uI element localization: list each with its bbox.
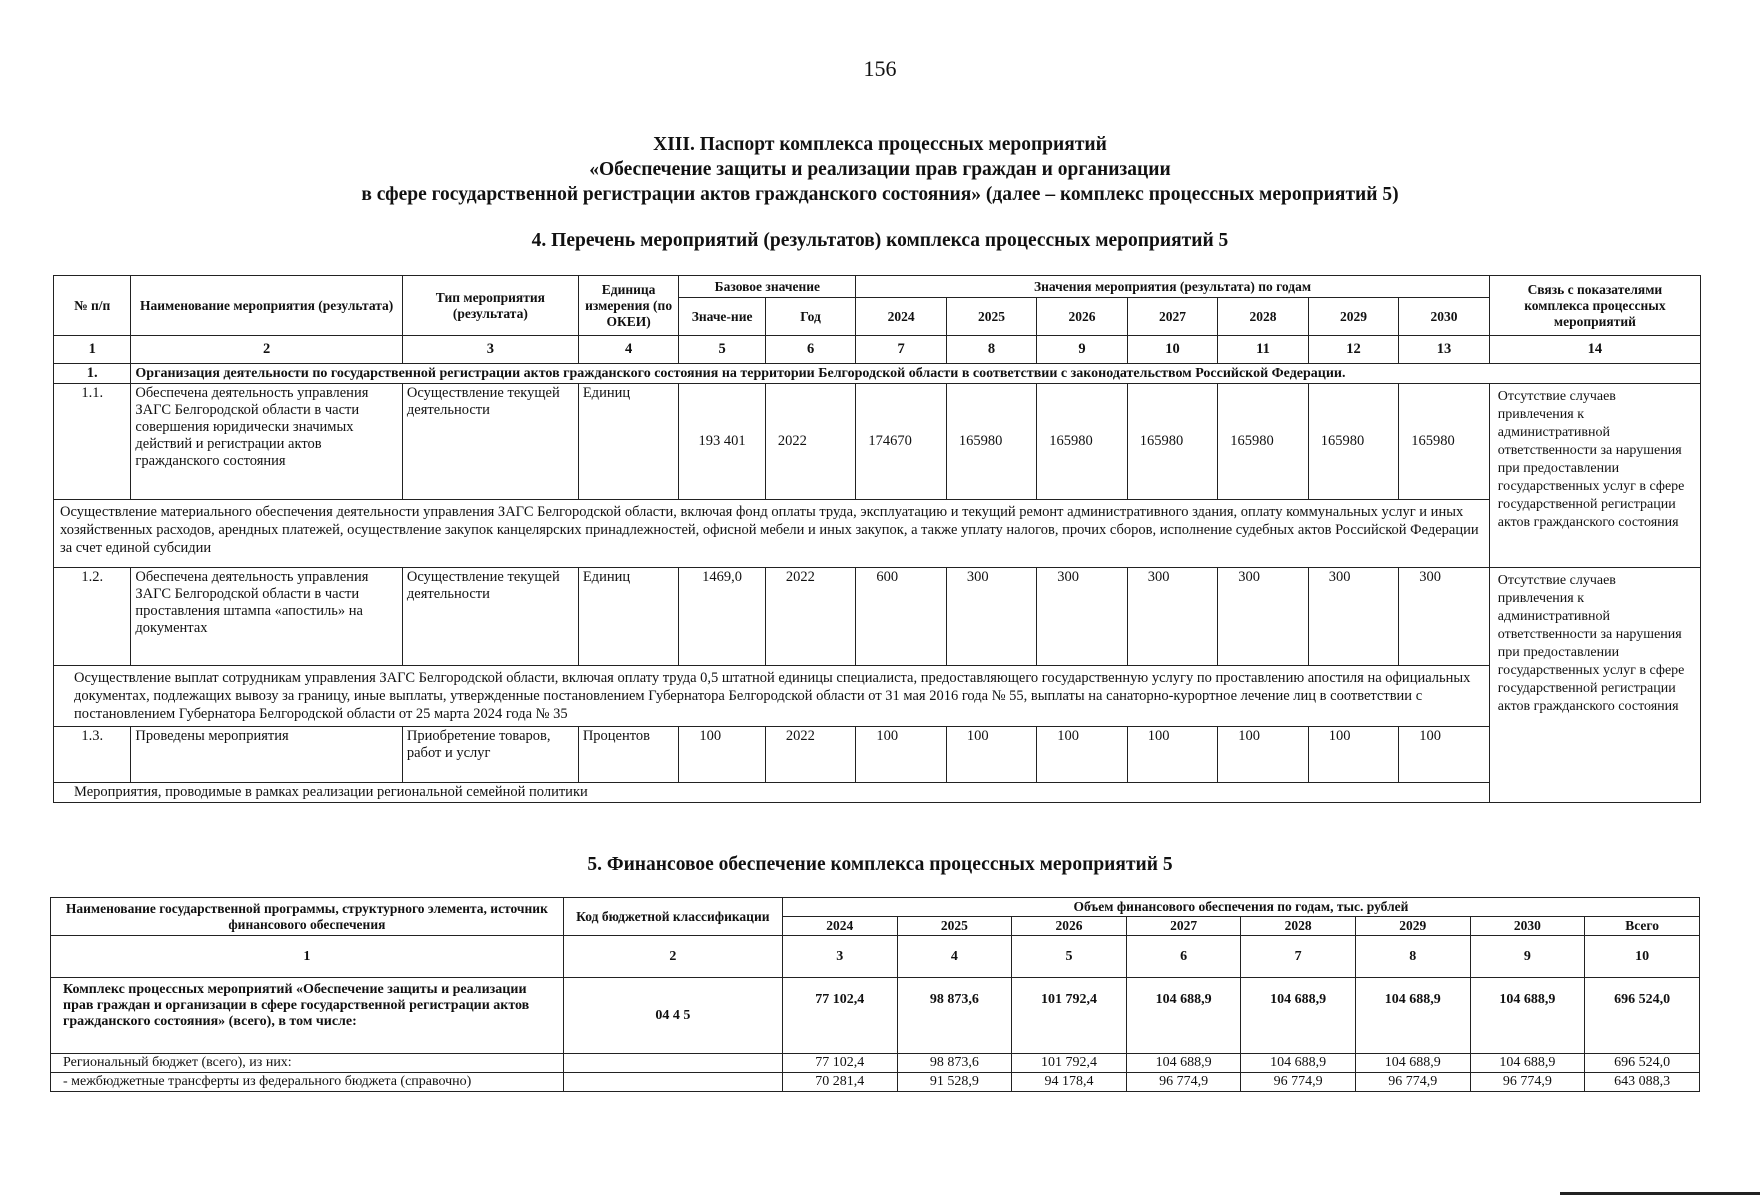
row-base-year: 2022 [765, 727, 856, 783]
finance-row-value: 98 873,6 [897, 1054, 1012, 1073]
col-number: 7 [1241, 936, 1356, 978]
col-number: 5 [679, 336, 765, 364]
row-base-value: 1469,0 [679, 568, 765, 666]
header-unit: Единица измерения (по ОКЕИ) [578, 276, 679, 336]
header-year: 2028 [1218, 298, 1308, 336]
finance-row-value: 101 792,4 [1012, 978, 1127, 1054]
table-row [51, 978, 1700, 1054]
col-number: 3 [782, 936, 897, 978]
finance-row-name: Комплекс процессных мероприятий «Обеспечение защиты и реализации прав граждан и организации в сфере государственной регистрации актов гражданского состояния» (всего), в том числе: [51, 978, 564, 1054]
row-value: 100 [856, 727, 946, 783]
row-value: 174670 [856, 384, 946, 500]
finance-row-name: Региональный бюджет (всего), из них: [51, 1054, 564, 1073]
table1-header-row-1 [54, 276, 1701, 298]
col-number: 1 [54, 336, 131, 364]
row-name: Обеспечена деятельность управления ЗАГС Белгородской области в части проставления штампа «апостиль» на документах [131, 568, 402, 666]
page-number: 156 [863, 56, 897, 81]
col-number: 9 [1037, 336, 1127, 364]
row-desc-text: Осуществление материального обеспечения деятельности управления ЗАГС Белгородской области, включая фонд оплаты труда, эксплуатацию и текущий ремонт административного здания, оплату коммунальных услуг и иных хозяйственных расходов, арендных платежей, осуществление закупок канцелярских принадлежностей, офисной мебели и иных закупок, а также уплату налогов, прочих сборов, исполнение судебных актов Российской Федерации за счет единой субсидии [54, 500, 1490, 568]
finance-header-year: 2026 [1012, 917, 1127, 936]
row-value: 165980 [1218, 384, 1308, 500]
header-year: 2025 [946, 298, 1036, 336]
row-value: 100 [1127, 727, 1217, 783]
finance-row-value: 104 688,9 [1241, 978, 1356, 1054]
row-value: 165980 [1037, 384, 1127, 500]
section-num: 1. [54, 364, 131, 384]
finance-row-value: 104 688,9 [1470, 978, 1585, 1054]
row-value: 100 [1218, 727, 1308, 783]
finance-header-year: 2028 [1241, 917, 1356, 936]
finance-row-value: 104 688,9 [1241, 1054, 1356, 1073]
title-line-1: XIII. Паспорт комплекса процессных мероприятий [653, 134, 1107, 155]
col-number: 5 [1012, 936, 1127, 978]
col-number: 8 [946, 336, 1036, 364]
col-number: 14 [1489, 336, 1700, 364]
col-number: 7 [856, 336, 946, 364]
finance-row-value: 96 774,9 [1470, 1073, 1585, 1092]
finance-row-name: - межбюджетные трансферты из федерального бюджета (справочно) [51, 1073, 564, 1092]
header-base: Базовое значение [679, 276, 856, 298]
table-row [51, 1073, 1700, 1092]
row-desc-text: Осуществление выплат сотрудникам управления ЗАГС Белгородской области, включая оплату труда 0,5 штатной единицы специалиста, предоставляющего государственную услугу по проставлению апостиля на официальных документах, подлежащих вывозу за границу, иные выплаты, утвержденные постановлением Губернатора Белгородской области от 31 мая 2016 года № 55, выплаты на санаторно-курортное лечение лиц в соответствии с постановлением Губернатора Белгородской области от 25 марта 2024 года № 35 [54, 666, 1490, 727]
row-value: 300 [1308, 568, 1398, 666]
finance-row-value: 77 102,4 [782, 978, 897, 1054]
row-unit: Процентов [578, 727, 679, 783]
finance-header-code: Код бюджетной классификации [563, 898, 782, 936]
header-year: 2026 [1037, 298, 1127, 336]
finance-row-value: 104 688,9 [1126, 1054, 1241, 1073]
finance-header-year: 2029 [1355, 917, 1470, 936]
table2-column-numbers [51, 936, 1700, 978]
row-unit: Единиц [578, 384, 679, 500]
title-line-3: в сфере государственной регистрации актов гражданского состояния» (далее – комплекс процессных мероприятий 5) [361, 184, 1399, 205]
row-value: 100 [1037, 727, 1127, 783]
row-num: 1.2. [54, 568, 131, 666]
passport-title [0, 132, 1760, 207]
col-number: 10 [1127, 336, 1217, 364]
row-value: 600 [856, 568, 946, 666]
col-number: 2 [131, 336, 402, 364]
finance-header-year: 2025 [897, 917, 1012, 936]
row-base-year: 2022 [765, 568, 856, 666]
row-base-year: 2022 [765, 384, 856, 500]
finance-table [50, 897, 1700, 1092]
row-value: 165980 [1399, 384, 1490, 500]
finance-row-value: 70 281,4 [782, 1073, 897, 1092]
finance-row-value: 94 178,4 [1012, 1073, 1127, 1092]
row-desc-text: Мероприятия, проводимые в рамках реализации региональной семейной политики [54, 783, 1490, 803]
row-value: 300 [946, 568, 1036, 666]
header-link: Связь с показателями комплекса процессных мероприятий [1489, 276, 1700, 336]
row-description [54, 666, 1701, 727]
finance-header-year: 2027 [1126, 917, 1241, 936]
row-value: 300 [1218, 568, 1308, 666]
section-row [54, 364, 1701, 384]
col-number: 8 [1355, 936, 1470, 978]
page-edge-line [1560, 1192, 1760, 1195]
finance-row-value: 104 688,9 [1470, 1054, 1585, 1073]
row-name: Обеспечена деятельность управления ЗАГС Белгородской области в части совершения юридически значимых действий и регистрации актов гражданского состояния [131, 384, 402, 500]
row-value: 165980 [1308, 384, 1398, 500]
table-row [51, 1054, 1700, 1073]
finance-row-code: 04 4 5 [563, 978, 782, 1054]
finance-header-total: Всего [1585, 917, 1700, 936]
row-link: Отсутствие случаев привлечения к административной ответственности за нарушения при предоставлении государственных услуг в сфере государственной регистрации актов гражданского состояния [1489, 384, 1700, 568]
table-row [54, 384, 1701, 500]
col-number: 6 [1126, 936, 1241, 978]
col-number: 9 [1470, 936, 1585, 978]
finance-header-group: Объем финансового обеспечения по годам, тыс. рублей [782, 898, 1699, 917]
row-value: 300 [1037, 568, 1127, 666]
row-value: 300 [1127, 568, 1217, 666]
header-num: № п/п [54, 276, 131, 336]
finance-header-year: 2024 [782, 917, 897, 936]
title-line-2: «Обеспечение защиты и реализации прав граждан и организации [589, 159, 1171, 180]
finance-row-value: 104 688,9 [1355, 1054, 1470, 1073]
header-name: Наименование мероприятия (результата) [131, 276, 402, 336]
col-number: 6 [765, 336, 856, 364]
finance-row-value: 104 688,9 [1126, 978, 1241, 1054]
col-number: 12 [1308, 336, 1398, 364]
row-value: 100 [1308, 727, 1398, 783]
col-number: 13 [1399, 336, 1490, 364]
row-value: 300 [1399, 568, 1490, 666]
row-value: 100 [946, 727, 1036, 783]
finance-row-value: 91 528,9 [897, 1073, 1012, 1092]
header-base-value: Значе-ние [679, 298, 765, 336]
section-5-title: 5. Финансовое обеспечение комплекса процессных мероприятий 5 [587, 854, 1173, 875]
finance-row-value: 77 102,4 [782, 1054, 897, 1073]
finance-row-value: 104 688,9 [1355, 978, 1470, 1054]
finance-row-value: 101 792,4 [1012, 1054, 1127, 1073]
row-link: Отсутствие случаев привлечения к административной ответственности за нарушения при предоставлении государственных услуг в сфере государственной регистрации актов гражданского состояния [1489, 568, 1700, 803]
measures-table [53, 275, 1701, 803]
col-number: 11 [1218, 336, 1308, 364]
section-4-title: 4. Перечень мероприятий (результатов) комплекса процессных мероприятий 5 [531, 230, 1229, 251]
finance-row-value: 96 774,9 [1355, 1073, 1470, 1092]
row-unit: Единиц [578, 568, 679, 666]
table2-header-row-1 [51, 898, 1700, 917]
row-base-value: 193 401 [679, 384, 765, 500]
header-year: 2030 [1399, 298, 1490, 336]
col-number: 10 [1585, 936, 1700, 978]
row-name: Проведены мероприятия [131, 727, 402, 783]
row-type: Осуществление текущей деятельности [402, 384, 578, 500]
header-type: Тип мероприятия (результата) [402, 276, 578, 336]
col-number: 4 [578, 336, 679, 364]
finance-row-total: 696 524,0 [1585, 978, 1700, 1054]
header-base-year: Год [765, 298, 856, 336]
section-text: Организация деятельности по государственной регистрации актов гражданского состояния на территории Белгородской области в соответствии с законодательством Российской Федерации. [131, 364, 1701, 384]
header-years-group: Значения мероприятия (результата) по годам [856, 276, 1489, 298]
row-description [54, 783, 1701, 803]
col-number: 4 [897, 936, 1012, 978]
header-year: 2029 [1308, 298, 1398, 336]
header-year: 2024 [856, 298, 946, 336]
finance-row-code [563, 1054, 782, 1073]
finance-row-total: 643 088,3 [1585, 1073, 1700, 1092]
col-number: 2 [563, 936, 782, 978]
row-num: 1.1. [54, 384, 131, 500]
table-row [54, 568, 1701, 666]
col-number: 1 [51, 936, 564, 978]
finance-row-value: 96 774,9 [1241, 1073, 1356, 1092]
row-value: 100 [1399, 727, 1490, 783]
header-year: 2027 [1127, 298, 1217, 336]
finance-row-value: 98 873,6 [897, 978, 1012, 1054]
row-value: 165980 [1127, 384, 1217, 500]
table-row [54, 727, 1701, 783]
finance-row-total: 696 524,0 [1585, 1054, 1700, 1073]
row-description [54, 500, 1701, 568]
row-value: 165980 [946, 384, 1036, 500]
col-number: 3 [402, 336, 578, 364]
row-num: 1.3. [54, 727, 131, 783]
finance-row-value: 96 774,9 [1126, 1073, 1241, 1092]
row-type: Осуществление текущей деятельности [402, 568, 578, 666]
table1-column-numbers [54, 336, 1701, 364]
row-type: Приобретение товаров, работ и услуг [402, 727, 578, 783]
row-base-value: 100 [679, 727, 765, 783]
finance-row-code [563, 1073, 782, 1092]
finance-header-year: 2030 [1470, 917, 1585, 936]
finance-header-name: Наименование государственной программы, структурного элемента, источник финансового обеспечения [51, 898, 564, 936]
